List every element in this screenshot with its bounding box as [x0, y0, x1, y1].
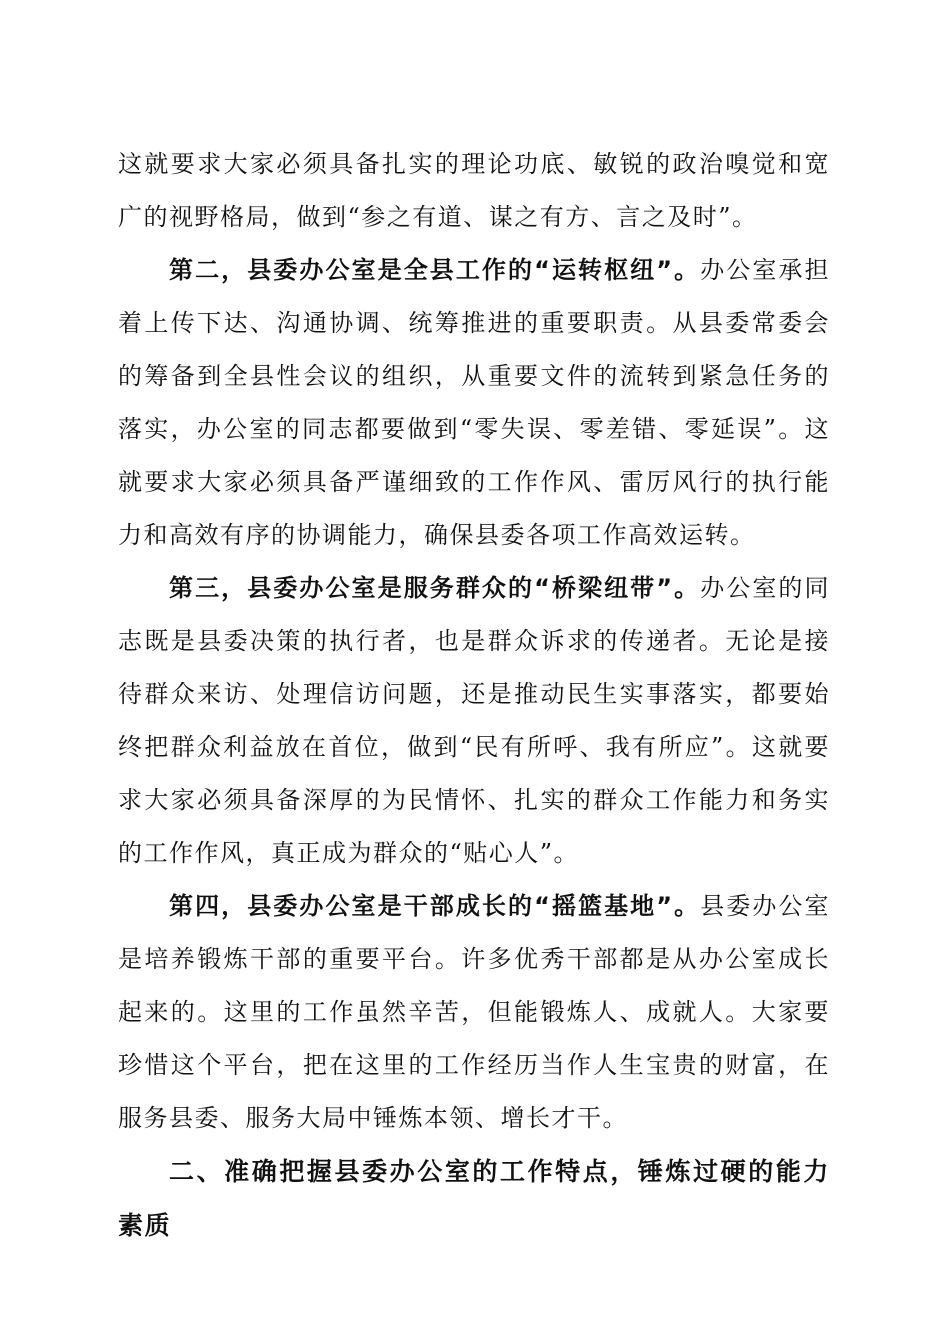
paragraph-fourth-point: [118, 880, 830, 1145]
document-body: [118, 138, 830, 1253]
paragraph-second-point: [118, 244, 830, 562]
paragraph-text: 县委办公室是培养锻炼干部的重要平台。许多优秀干部都是从办公室成长起来的。这里的工作虽然辛苦，但能锻炼人、成就人。大家要珍惜这个平台，把在这里的工作经历当作人生宝贵的财富，在服务县委、服务大局中锤炼本领、增长才干。: [118, 892, 830, 1132]
section-heading: 二、准确把握县委办公室的工作特点，锤炼过硬的能力素质: [118, 1157, 830, 1240]
paragraph-lead: 第三，县委办公室是服务群众的“桥梁纽带”。: [169, 574, 701, 602]
paragraph-text: 办公室承担着上传下达、沟通协调、统筹推进的重要职责。从县委常委会的筹备到全县性会议的组织，从重要文件的流转到紧急任务的落实，办公室的同志都要做到“零失误、零差错、零延误”。这就要求大家必须具备严谨细致的工作作风、雷厉风行的执行能力和高效有序的协调能力，确保县委各项工作高效运转。: [118, 256, 830, 549]
paragraph-third-point: [118, 562, 830, 880]
paragraph-text: 办公室的同志既是县委决策的执行者，也是群众诉求的传递者。无论是接待群众来访、处理信访问题，还是推动民生实事落实，都要始终把群众利益放在首位，做到“民有所呼、我有所应”。这就要求大家必须具备深厚的为民情怀、扎实的群众工作能力和务实的工作作风，真正成为群众的“贴心人”。: [118, 574, 830, 867]
paragraph-lead: 第二，县委办公室是全县工作的“运转枢纽”。: [169, 256, 701, 284]
paragraph-text: 这就要求大家必须具备扎实的理论功底、敏锐的政治嗅觉和宽广的视野格局，做到“参之有道、谋之有方、言之及时”。: [118, 150, 830, 231]
paragraph-continuation: [118, 138, 830, 244]
paragraph-lead: 第四，县委办公室是干部成长的“摇篮基地”。: [169, 892, 701, 920]
